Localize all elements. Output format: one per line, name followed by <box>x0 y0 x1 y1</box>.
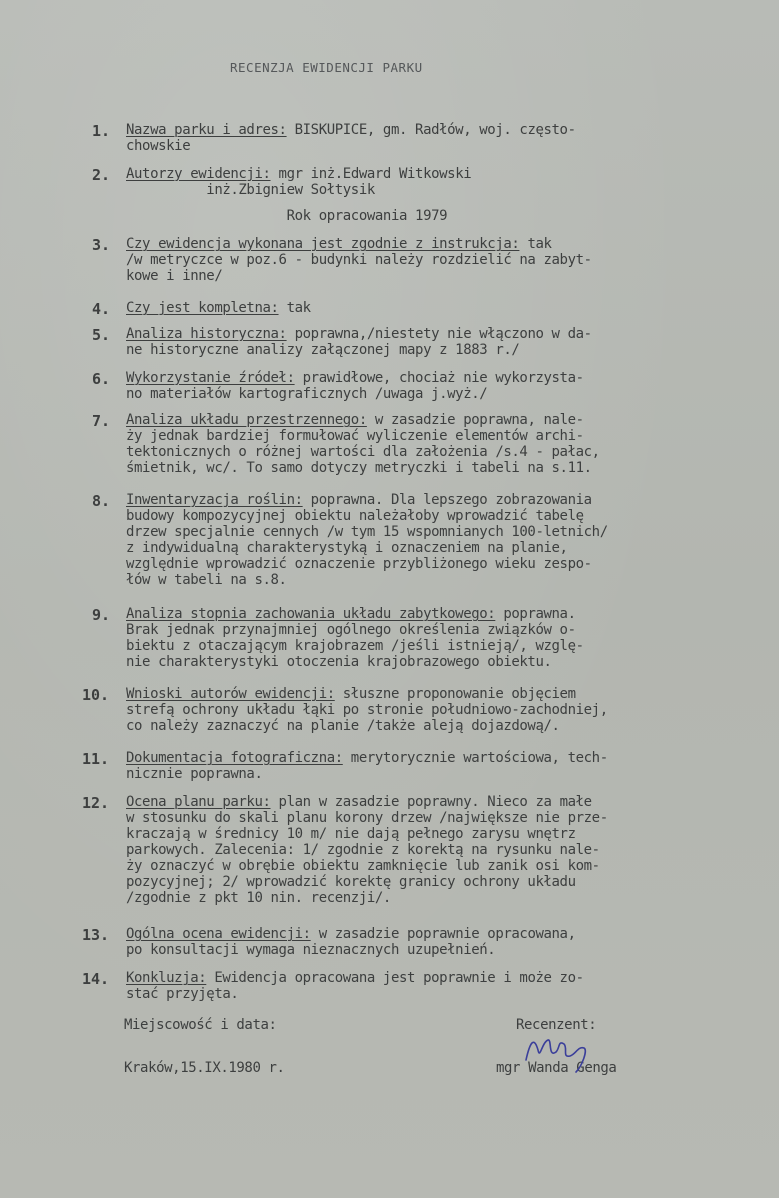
item-line <box>126 508 584 524</box>
item-line <box>126 622 576 638</box>
item-line <box>126 370 584 386</box>
item-heading: Analiza stopnia zachowania układu zabytkowego: <box>126 606 496 622</box>
item-line <box>126 842 600 858</box>
item-text: łów w tabeli na s.8. <box>126 572 287 588</box>
item-number: 13. <box>82 926 110 944</box>
item-text: ży jednak bardziej formułować wyliczenie elementów archi- <box>126 428 584 444</box>
item-line <box>126 122 576 138</box>
item-line <box>126 252 592 268</box>
item-line <box>126 412 584 428</box>
item-line <box>126 606 576 622</box>
item-text: w zasadzie poprawnie opracowana, <box>310 926 576 942</box>
item-text: w stosunku do skali planu korony drzew /największe nie prze- <box>126 810 608 826</box>
item-text: pozycyjnej; 2/ wprowadzić korektę granicy ochrony układu <box>126 874 576 890</box>
item-text: /zgodnie z pkt 10 nin. recenzji/. <box>126 890 391 906</box>
item-text: co należy zaznaczyć na planie /także aleją dojazdową/. <box>126 718 560 734</box>
item-heading: Wnioski autorów ewidencji: <box>126 686 335 702</box>
item-line <box>126 794 592 810</box>
place-date: Kraków,15.IX.1980 r. <box>124 1060 285 1076</box>
reviewer-name: mgr Wanda Genga <box>496 1060 617 1076</box>
item-line <box>126 236 552 252</box>
item-heading: Inwentaryzacja roślin: <box>126 492 303 508</box>
item-line <box>126 718 560 734</box>
item-text: poprawna,/niestety nie włączono w da- <box>286 326 592 342</box>
item-heading: Autorzy ewidencji: <box>126 166 271 182</box>
item-line <box>126 428 584 444</box>
item-line <box>126 208 447 224</box>
item-line <box>126 572 287 588</box>
handwritten-signature <box>518 1030 598 1076</box>
item-text: inż.Zbigniew Sołtysik <box>126 182 375 198</box>
item-text: Brak jednak przynajmniej ogólnego określenia związków o- <box>126 622 576 638</box>
item-number: 12. <box>82 794 110 812</box>
item-number: 8. <box>92 492 111 510</box>
item-text: strefą ochrony układu łąki po stronie południowo-zachodniej, <box>126 702 608 718</box>
item-line <box>126 300 311 316</box>
item-heading: Analiza układu przestrzennego: <box>126 412 367 428</box>
item-line <box>126 386 487 402</box>
item-text: BISKUPICE, gm. Radłów, woj. często- <box>286 122 576 138</box>
item-heading: Nazwa parku i adres: <box>126 122 287 138</box>
item-text: poprawna. Dla lepszego zobrazowania <box>302 492 592 508</box>
item-line <box>126 654 552 670</box>
item-line <box>126 986 238 1002</box>
item-text: po konsultacji wymaga nieznacznych uzupełnień. <box>126 942 496 958</box>
item-line <box>126 686 576 702</box>
item-heading: Dokumentacja fotograficzna: <box>126 750 343 766</box>
item-text: parkowych. Zalecenia: 1/ zgodnie z korektą na rysunku nale- <box>126 842 600 858</box>
item-number: 10. <box>82 686 110 704</box>
item-heading: Analiza historyczna: <box>126 326 287 342</box>
item-line <box>126 926 576 942</box>
item-line <box>126 492 592 508</box>
item-line <box>126 268 222 284</box>
item-line <box>126 138 190 154</box>
item-text: chowskie <box>126 138 191 154</box>
item-line <box>126 874 576 890</box>
item-text: mgr inż.Edward Witkowski <box>270 166 472 182</box>
item-line <box>126 556 592 572</box>
item-line <box>126 342 519 358</box>
item-heading: Ogólna ocena ewidencji: <box>126 926 311 942</box>
item-text: ne historyczne analizy załączonej mapy z 1883 r./ <box>126 342 520 358</box>
item-line <box>126 524 608 540</box>
item-text: Rok opracowania 1979 <box>126 208 448 224</box>
item-number: 6. <box>92 370 111 388</box>
item-heading: Konkluzja: <box>126 970 207 986</box>
item-line <box>126 826 576 842</box>
item-line <box>126 702 608 718</box>
item-number: 1. <box>92 122 111 140</box>
item-text: śmietnik, wc/. To samo dotyczy metryczki i tabeli na s.11. <box>126 460 592 476</box>
item-line <box>126 942 495 958</box>
item-line <box>126 182 375 198</box>
item-heading: Ocena planu parku: <box>126 794 271 810</box>
item-heading: Czy ewidencja wykonana jest zgodnie z instrukcja: <box>126 236 520 252</box>
item-text: no materiałów kartograficznych /uwaga j.wyż./ <box>126 386 488 402</box>
item-text: tektonicznych o różnej wartości dla założenia /s.4 - pałac, <box>126 444 600 460</box>
item-text: względnie wprowadzić oznaczenie przybliżonego wieku zespo- <box>126 556 592 572</box>
item-text: kowe i inne/ <box>126 268 223 284</box>
reviewer-label: Recenzent: <box>516 1017 597 1033</box>
item-text: Ewidencja opracowana jest poprawnie i może zo- <box>206 970 584 986</box>
item-number: 5. <box>92 326 111 344</box>
item-heading: Wykorzystanie źródeł: <box>126 370 295 386</box>
item-number: 9. <box>92 606 111 624</box>
item-text: stać przyjęta. <box>126 986 239 1002</box>
item-line <box>126 460 592 476</box>
item-text: ży oznaczyć w obrębie obiektu zamknięcie lub zanik osi kom- <box>126 858 600 874</box>
item-text: /w metryczce w poz.6 - budynki należy rozdzielić na zabyt- <box>126 252 592 268</box>
item-text: merytorycznie wartościowa, tech- <box>342 750 608 766</box>
item-line <box>126 766 263 782</box>
item-number: 14. <box>82 970 110 988</box>
item-text: drzew specjalnie cennych /w tym 15 wspomnianych 100-letnich/ <box>126 524 608 540</box>
item-line <box>126 750 608 766</box>
place-date-label: Miejscowość i data: <box>124 1017 277 1033</box>
item-text: biektu z otaczającym krajobrazem /jeśli istnieją/, wzglę- <box>126 638 584 654</box>
item-text: tak <box>519 236 552 252</box>
item-line <box>126 166 471 182</box>
item-line <box>126 810 608 826</box>
item-text: z indywidualną charakterystyką i oznaczeniem na planie, <box>126 540 568 556</box>
item-number: 2. <box>92 166 111 184</box>
item-text: kraczają w średnicy 10 m/ nie dają pełnego zarysu wnętrz <box>126 826 576 842</box>
item-text: tak <box>278 300 311 316</box>
item-line <box>126 638 584 654</box>
item-text: nicznie poprawna. <box>126 766 263 782</box>
item-line <box>126 858 600 874</box>
item-text: nie charakterystyki otoczenia krajobrazowego obiektu. <box>126 654 552 670</box>
item-line <box>126 890 391 906</box>
item-text: słuszne proponowanie objęciem <box>334 686 576 702</box>
item-number: 7. <box>92 412 111 430</box>
document-title: RECENZJA EWIDENCJI PARKU <box>230 60 423 75</box>
item-heading: Czy jest kompletna: <box>126 300 279 316</box>
item-text: plan w zasadzie poprawny. Nieco za małe <box>270 794 592 810</box>
item-line <box>126 970 584 986</box>
item-text: prawidłowe, chociaż nie wykorzysta- <box>294 370 584 386</box>
item-text: poprawna. <box>495 606 576 622</box>
item-text: budowy kompozycyjnej obiektu należałoby wprowadzić tabelę <box>126 508 584 524</box>
item-number: 4. <box>92 300 111 318</box>
item-line <box>126 326 592 342</box>
item-number: 3. <box>92 236 111 254</box>
item-line <box>126 540 568 556</box>
item-text: w zasadzie poprawna, nale- <box>366 412 584 428</box>
item-number: 11. <box>82 750 110 768</box>
item-line <box>126 444 600 460</box>
